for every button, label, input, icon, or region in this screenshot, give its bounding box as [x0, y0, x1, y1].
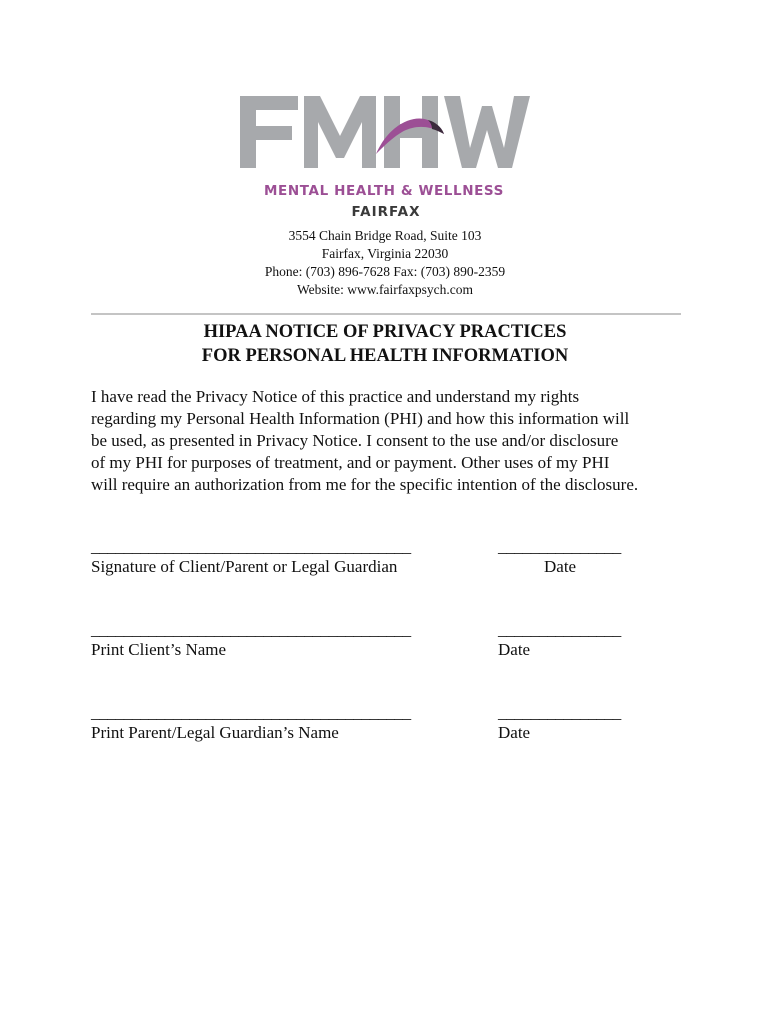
- logo-tagline: MENTAL HEALTH & WELLNESS: [264, 183, 504, 199]
- body-line: of my PHI for purposes of treatment, and or payment. Other uses of my PHI: [91, 453, 610, 472]
- guardian-date-line[interactable]: _______________: [498, 703, 622, 722]
- client-name-label: Print Client’s Name: [91, 640, 227, 659]
- logo-letter-f: [240, 96, 298, 168]
- practice-address: [0, 227, 770, 299]
- client-name-line[interactable]: _______________________________________: [91, 620, 411, 639]
- document-title: [0, 320, 770, 368]
- body-line: will require an authorization from me for the specific intention of the disclosure.: [91, 475, 639, 494]
- guardian-name-line[interactable]: _______________________________________: [91, 703, 411, 722]
- fmhw-logo: [236, 92, 536, 224]
- signature-date-line[interactable]: _______________: [498, 537, 622, 556]
- signature-label: Signature of Client/Parent or Legal Guardian: [91, 557, 398, 576]
- body-line: be used, as presented in Privacy Notice. I consent to the use and/or disclosure: [91, 431, 619, 450]
- logo-letter-m: [304, 96, 376, 168]
- address-phone-fax: Phone: (703) 896-7628 Fax: (703) 890-2359: [264, 264, 506, 279]
- logo-city: FAIRFAX: [351, 204, 421, 220]
- client-date-line[interactable]: _______________: [498, 620, 622, 639]
- address-city: Fairfax, Virginia 22030: [321, 246, 449, 261]
- title-line-2: FOR PERSONAL HEALTH INFORMATION: [201, 346, 569, 366]
- guardian-date-label: Date: [498, 723, 531, 742]
- guardian-name-label: Print Parent/Legal Guardian’s Name: [91, 723, 339, 742]
- body-line: I have read the Privacy Notice of this practice and understand my rights: [91, 387, 580, 406]
- address-street: 3554 Chain Bridge Road, Suite 103: [288, 228, 482, 243]
- title-line-1: HIPAA NOTICE OF PRIVACY PRACTICES: [203, 322, 567, 342]
- signature-date-label: Date: [544, 557, 577, 576]
- client-date-label: Date: [498, 640, 531, 659]
- consent-paragraph: [91, 386, 691, 496]
- header-divider: [91, 313, 681, 315]
- logo-letter-w: [444, 96, 530, 168]
- body-line: regarding my Personal Health Information (PHI) and how this information will: [91, 409, 630, 428]
- signature-line[interactable]: _______________________________________: [91, 537, 411, 556]
- address-website: Website: www.fairfaxpsych.com: [296, 282, 474, 297]
